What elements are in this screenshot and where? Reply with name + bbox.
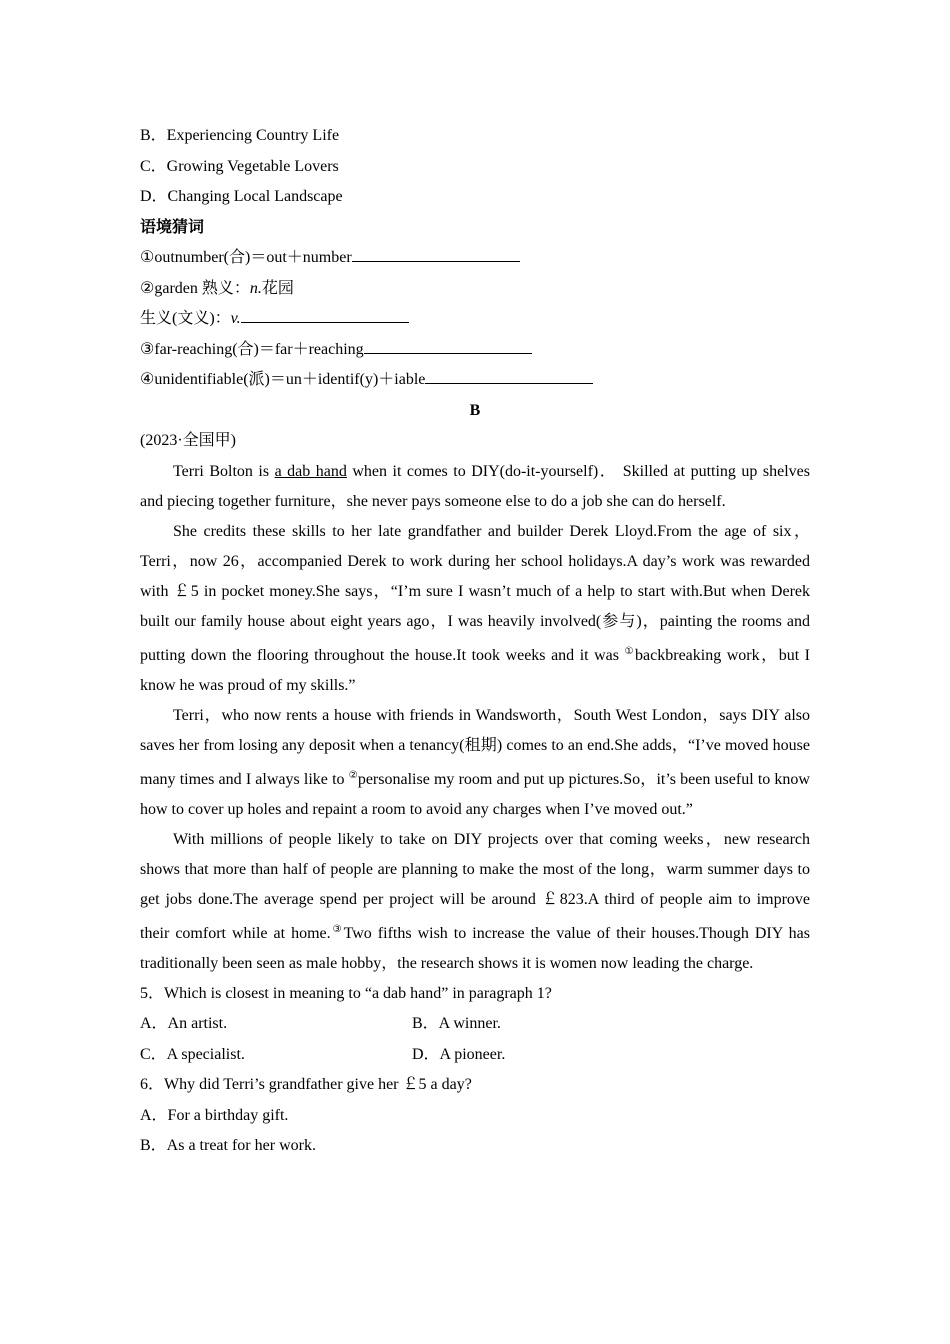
question-5-option-b: B．A winner. [412, 1015, 501, 1032]
p3-tail: personalise my room and put up pictures.So，it’s been useful to know how to cover up holes and repaint a room to avoid any charges when I’ve moved out.” [140, 770, 810, 818]
vocab-item-3 [140, 335, 810, 366]
vocab-item-3-text: ③far-reaching(合)＝far＋reaching [140, 340, 364, 358]
annotation-mark: ① [624, 645, 636, 657]
question-5-option-c: C．A specialist. [140, 1045, 245, 1063]
vocab-item-1-text: ①outnumber(合)＝out＋number [140, 249, 352, 266]
vocab-item-4 [140, 365, 810, 396]
pos-label: n. [249, 279, 262, 297]
vocab-item-2-context [140, 304, 810, 335]
question-6-stem: 6．Why did Terri’s grandfather give her ￡5 a day? [140, 1076, 472, 1093]
question-6-option-b: B．As a treat for her work. [140, 1137, 316, 1154]
passage-paragraph-3 [140, 701, 810, 825]
p2-tail: backbreaking work，but I know he was proud of my skills.” [140, 646, 810, 694]
question-5-options-row-2 [140, 1040, 810, 1071]
question-6-option-a: A．For a birthday gift. [140, 1106, 289, 1124]
p2-text: She credits these skills to her late grandfather and builder Derek Lloyd.From the age of six，Terri，now 26，accompanied Derek to work during her school holidays.A day’s work was rewarded with ￡5 in pocket money.She says，“I’m sure I wasn’t much of a help to start with.But when Derek built our family house about eight years ago，I was heavily involved(参与)，painting the rooms and putting down the flooring throughout the house.It took weeks and it was [140, 522, 810, 664]
vocab-item-2-text: ②garden 熟义： [140, 279, 250, 297]
p1-before: Terri Bolton is [173, 462, 275, 480]
passage-paragraph-2 [140, 517, 810, 701]
answer-blank [352, 247, 520, 262]
answer-blank [425, 369, 593, 384]
vocab-item-2 [140, 274, 810, 305]
option-b-prev: B．Experiencing Country Life [140, 127, 340, 144]
underlined-phrase: a dab hand [274, 462, 347, 480]
question-5-options-row-1 [140, 1009, 810, 1040]
vocab-item-4-text: ④unidentifiable(派)＝un＋identif(y)＋iable [140, 371, 426, 388]
p1-after: when it comes to DIY(do-it-yourself)． Skilled at putting up shelves and piecing together furniture，she never pays someone else to do a job she can do herself. [140, 462, 811, 510]
p4-text: With millions of people likely to take on DIY projects over that coming weeks，new research shows that more than half of people are planning to make the most of the long，warm summer days to get jobs done.The average spend per project will be around ￡823.A third of people aim to improve their comfort while at home. [140, 830, 810, 942]
section-source: (2023·全国甲) [140, 432, 236, 449]
question-5-option-d: D．A pioneer. [412, 1045, 506, 1063]
passage-paragraph-1 [140, 457, 810, 517]
annotation-mark: ② [348, 769, 358, 781]
annotation-mark: ③ [330, 923, 344, 935]
question-5-stem: 5．Which is closest in meaning to “a dab hand” in paragraph 1? [140, 984, 552, 1002]
answer-blank [241, 308, 409, 323]
answer-blank [364, 339, 532, 354]
section-letter: B [469, 401, 481, 419]
option-c-prev: C．Growing Vegetable Lovers [140, 157, 339, 175]
question-5-option-a: A．An artist. [140, 1015, 228, 1032]
vocab-item-2-context-text: 生义(文义)： [140, 310, 231, 327]
vocab-heading: 语境猜词 [140, 218, 205, 236]
p3-text: Terri，who now rents a house with friends in Wandsworth，South West London，says DIY also saves her from losing any deposit when a tenancy(租期) comes to an end.She adds，“I’ve moved house many times and I always like to [140, 706, 810, 788]
pos-label: v. [230, 310, 241, 327]
vocab-item-1 [140, 243, 810, 274]
vocab-item-2-meaning: 花园 [261, 279, 294, 297]
passage-paragraph-4 [140, 825, 810, 979]
option-d-prev: D．Changing Local Landscape [140, 188, 343, 205]
p4-tail: Two fifths wish to increase the value of their houses.Though DIY has traditionally been seen as male hobby，the research shows it is women now leading the charge. [140, 924, 811, 972]
page-content [140, 121, 810, 1162]
